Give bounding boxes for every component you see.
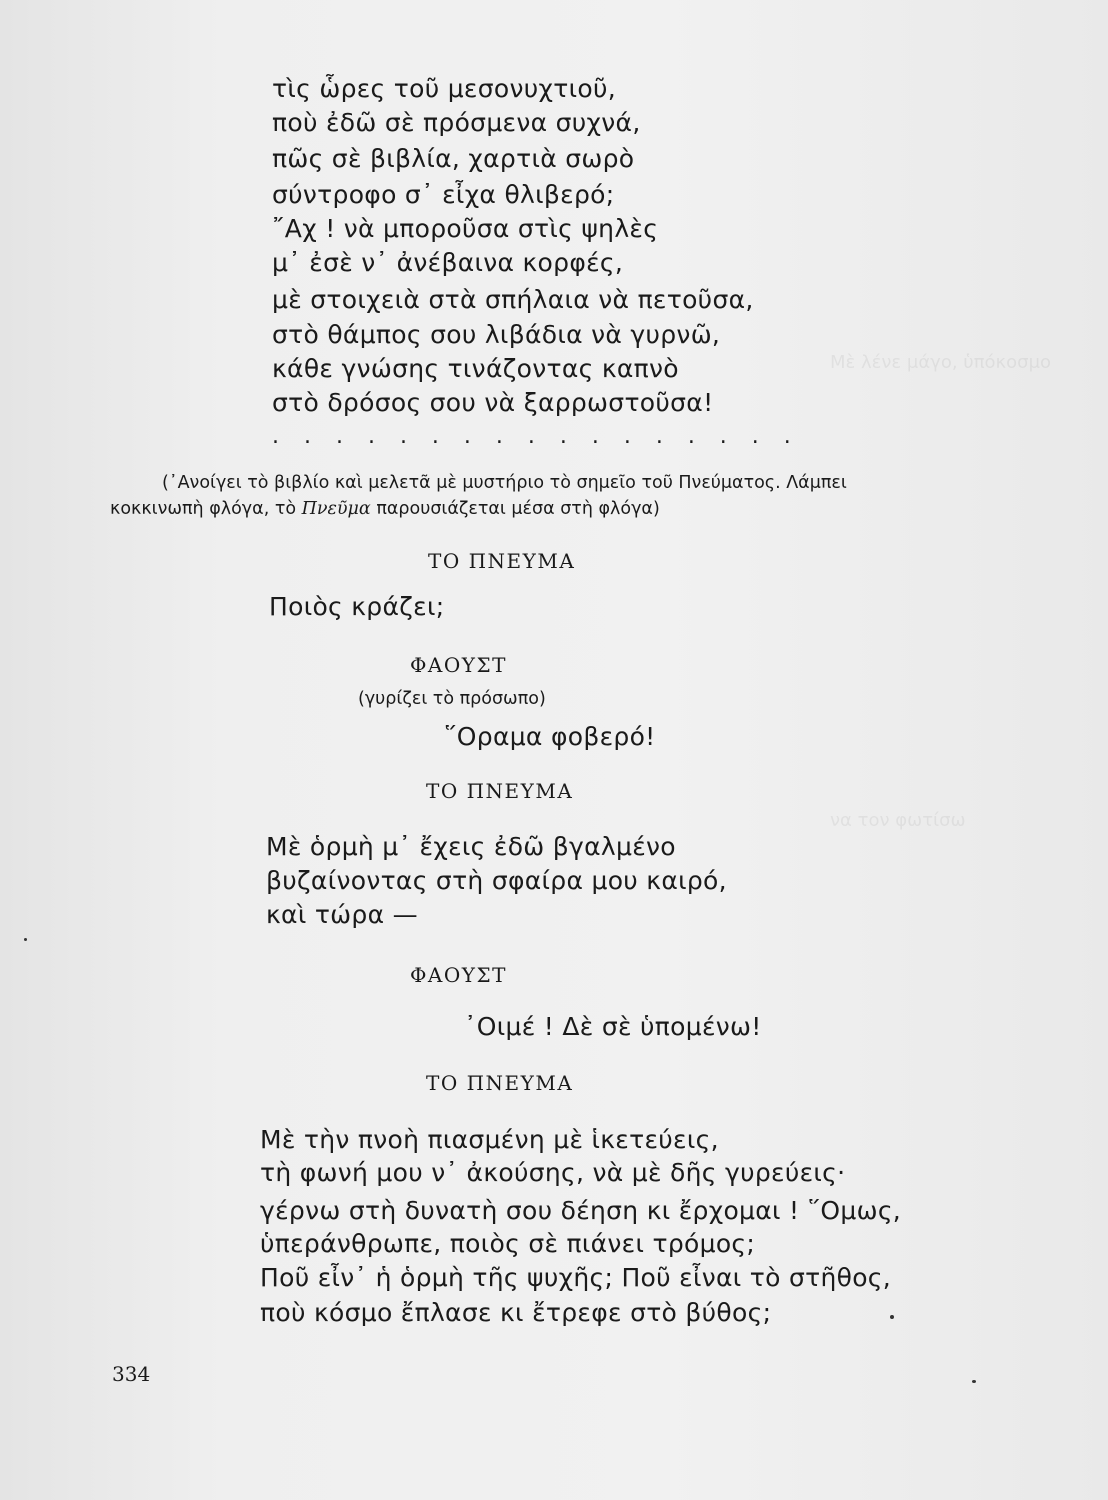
- dust-speck: [890, 1315, 894, 1319]
- verse-line: ποὺ κόσμο ἔπλασε κι ἔτρεφε στὸ βύθος;: [260, 1298, 772, 1327]
- stage-direction-line-2a: κοκκινωπὴ φλόγα, τὸ: [110, 499, 302, 519]
- speaker-name: ΦΑΟΥΣΤ: [410, 653, 507, 677]
- verse-line: ὑπεράνθρωπε, ποιὸς σὲ πιάνει τρόμος;: [260, 1229, 756, 1258]
- verse-line: Μὲ τὴν πνοὴ πιασμένη μὲ ἱκετεύεις,: [260, 1125, 719, 1154]
- speaker-name: ΤΟ ΠΝΕΥΜΑ: [426, 1071, 574, 1095]
- speaker-name: ΦΑΟΥΣΤ: [410, 963, 507, 987]
- verse-line: μὲ στοιχειὰ στὰ σπήλαια νὰ πετοῦσα,: [272, 285, 754, 314]
- verse-line: ῎Αχ ! νὰ μποροῦσα στὶς ψηλὲς: [272, 214, 659, 243]
- verse-line: στὸ δρόσος σου νὰ ξαρρωστοῦσα!: [272, 388, 714, 417]
- stage-direction: [110, 496, 660, 522]
- stage-direction-line-2b: παρουσιάζεται μέσα στὴ φλόγα): [370, 499, 660, 519]
- ellipsis-line: . . . . . . . . . . . . . . . . .: [272, 424, 800, 449]
- verse-line: πῶς σὲ βιβλία, χαρτιὰ σωρὸ: [272, 144, 635, 173]
- page-number: 334: [112, 1362, 151, 1386]
- verse-line: καὶ τώρα —: [266, 900, 418, 929]
- stage-direction: [162, 470, 847, 496]
- dialogue-line: ᾽Οιμέ ! Δὲ σὲ ὑπομένω!: [464, 1012, 762, 1041]
- verse-line: τὶς ὧρες τοῦ μεσονυχτιοῦ,: [272, 74, 616, 103]
- verse-line: γέρνω στὴ δυνατὴ σου δέηση κι ἔρχομαι ! ῞Ομως,: [260, 1196, 902, 1225]
- stage-direction: (γυρίζει τὸ πρόσωπο): [358, 689, 546, 709]
- stage-direction-line-1: (᾽Ανοίγει τὸ βιβλίο καὶ μελετᾶ μὲ μυστήριο τὸ σημεῖο τοῦ Πνεύματος. Λάμπει: [162, 473, 847, 493]
- verse-line: μ᾽ ἐσὲ ν᾽ ἀνέβαινα κορφές,: [272, 248, 624, 277]
- bleed-through-text: να τον φωτίσω: [830, 810, 966, 831]
- verse-line: σύντροφο σ᾽ εἶχα θλιβερό;: [272, 180, 615, 209]
- speaker-name: ΤΟ ΠΝΕΥΜΑ: [426, 779, 574, 803]
- bleed-through-text: Μὲ λένε μάγο, ὑπόκοσμο: [830, 352, 1052, 373]
- dust-speck: [972, 1380, 976, 1383]
- speaker-name: ΤΟ ΠΝΕΥΜΑ: [428, 549, 576, 573]
- verse-line: κάθε γνώσης τινάζοντας καπνὸ: [272, 354, 679, 383]
- dust-speck: [24, 938, 27, 941]
- verse-line: στὸ θάμπος σου λιβάδια νὰ γυρνῶ,: [272, 320, 721, 349]
- stage-direction-italic: Πνεῦμα: [301, 499, 371, 519]
- verse-line: Μὲ ὁρμὴ μ᾽ ἔχεις ἐδῶ βγαλμένο: [266, 832, 676, 861]
- dialogue-line: Ποιὸς κράζει;: [269, 592, 445, 621]
- verse-line: ποὺ ἐδῶ σὲ πρόσμενα συχνά,: [272, 108, 641, 137]
- verse-line: βυζαίνοντας στὴ σφαίρα μου καιρό,: [266, 866, 727, 895]
- dialogue-line: ῞Οραμα φοβερό!: [444, 722, 656, 751]
- verse-line: Ποῦ εἶν᾽ ἡ ὁρμὴ τῆς ψυχῆς; Ποῦ εἶναι τὸ στῆθος,: [260, 1263, 892, 1292]
- verse-line: τὴ φωνή μου ν᾽ ἀκούσης, νὰ μὲ δῆς γυρεύεις·: [260, 1158, 846, 1187]
